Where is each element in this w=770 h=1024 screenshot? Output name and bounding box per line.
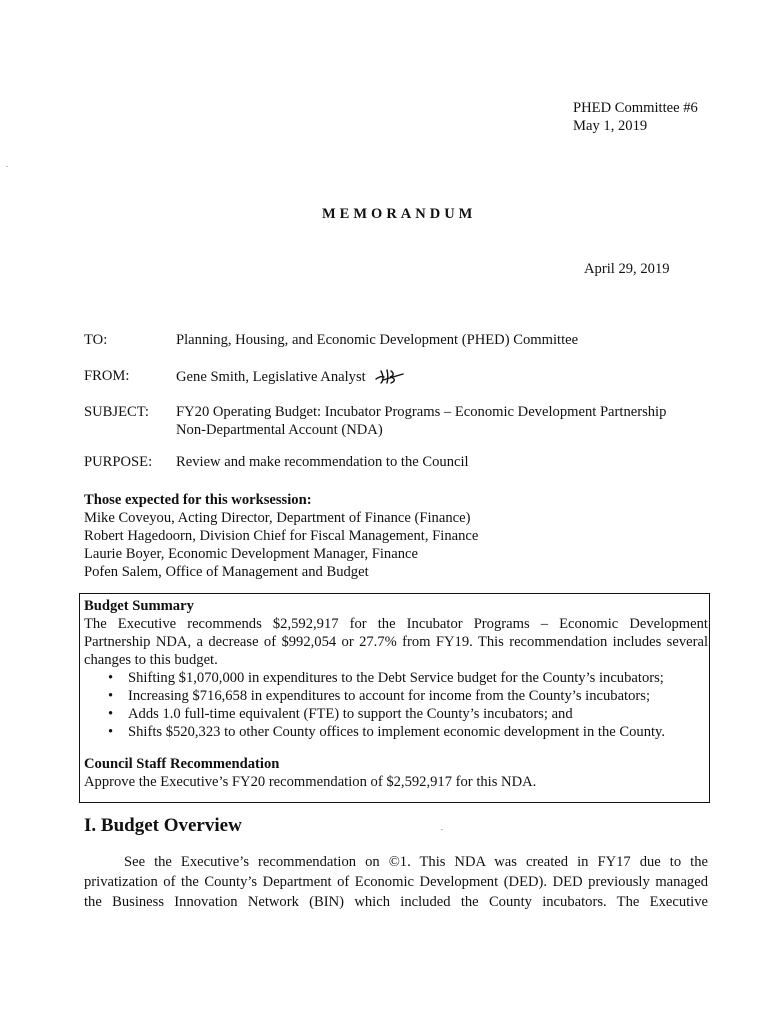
attendee-item: Robert Hagedoorn, Division Chief for Fiscal Management, Finance — [84, 528, 479, 544]
budget-summary-heading: Budget Summary — [84, 598, 194, 614]
subject-line-1: FY20 Operating Budget: Incubator Programs – Economic Development Partnership — [176, 404, 667, 420]
attendee-item: Mike Coveyou, Acting Director, Department of Finance (Finance) — [84, 510, 471, 526]
purpose-row — [0, 453, 770, 471]
attendee-item: Laurie Boyer, Economic Development Manager, Finance — [84, 546, 418, 562]
paragraph-line: privatization of the County’s Department of Economic Development (DED). DED previously managed — [84, 874, 708, 890]
recommendation-text: Approve the Executive’s FY20 recommendation of $2,592,917 for this NDA. — [84, 774, 537, 790]
budget-summary-line: The Executive recommends $2,592,917 for the Incubator Programs – Economic Development — [84, 616, 708, 632]
paragraph-line: See the Executive’s recommendation on ©1. This NDA was created in FY17 due to the — [124, 854, 708, 870]
subject-line-2: Non-Departmental Account (NDA) — [176, 422, 383, 438]
budget-summary-line-last: changes to this budget. — [84, 652, 218, 668]
committee-label: PHED Committee #6 — [573, 100, 698, 116]
attendees-heading: Those expected for this worksession: — [84, 492, 312, 508]
budget-changes-list — [84, 669, 708, 741]
to-row — [0, 331, 770, 349]
to-value: Planning, Housing, and Economic Development (PHED) Committee — [176, 332, 579, 348]
initials-signature-icon — [373, 367, 407, 385]
scan-mark — [441, 829, 443, 830]
meeting-date: May 1, 2019 — [573, 118, 648, 134]
budget-change-item: • Shifting $1,070,000 in expenditures to the Debt Service budget for the County’s incubators; — [84, 669, 708, 687]
paragraph-line: the Business Innovation Network (BIN) which included the County incubators. The Executive — [84, 894, 708, 910]
budget-summary-line: Partnership NDA, a decrease of $992,054 or 27.7% from FY19. This recommendation includes several — [84, 634, 708, 650]
from-value: Gene Smith, Legislative Analyst — [176, 369, 366, 385]
from-label: FROM: — [84, 368, 130, 384]
subject-row — [0, 403, 770, 439]
attendee-item: Pofen Salem, Office of Management and Budget — [84, 564, 369, 580]
scan-mark — [6, 166, 8, 167]
budget-change-item: • Shifts $520,323 to other County offices to implement economic development in the County. — [84, 723, 708, 741]
memo-date: April 29, 2019 — [584, 261, 670, 277]
from-field — [176, 367, 407, 386]
memo-title: MEMORANDUM — [322, 206, 477, 222]
section-heading: I. Budget Overview — [84, 815, 242, 836]
purpose-value: Review and make recommendation to the Council — [176, 454, 469, 470]
budget-summary-box — [79, 593, 710, 803]
subject-label: SUBJECT: — [84, 404, 149, 420]
to-label: TO: — [84, 332, 108, 348]
budget-change-item: • Adds 1.0 full-time equivalent (FTE) to support the County’s incubators; and — [84, 705, 708, 723]
budget-change-item: • Increasing $716,658 in expenditures to account for income from the County’s incubators; — [84, 687, 708, 705]
purpose-label: PURPOSE: — [84, 454, 153, 470]
overview-paragraph — [84, 853, 708, 913]
from-row — [0, 367, 770, 389]
recommendation-heading: Council Staff Recommendation — [84, 756, 280, 772]
